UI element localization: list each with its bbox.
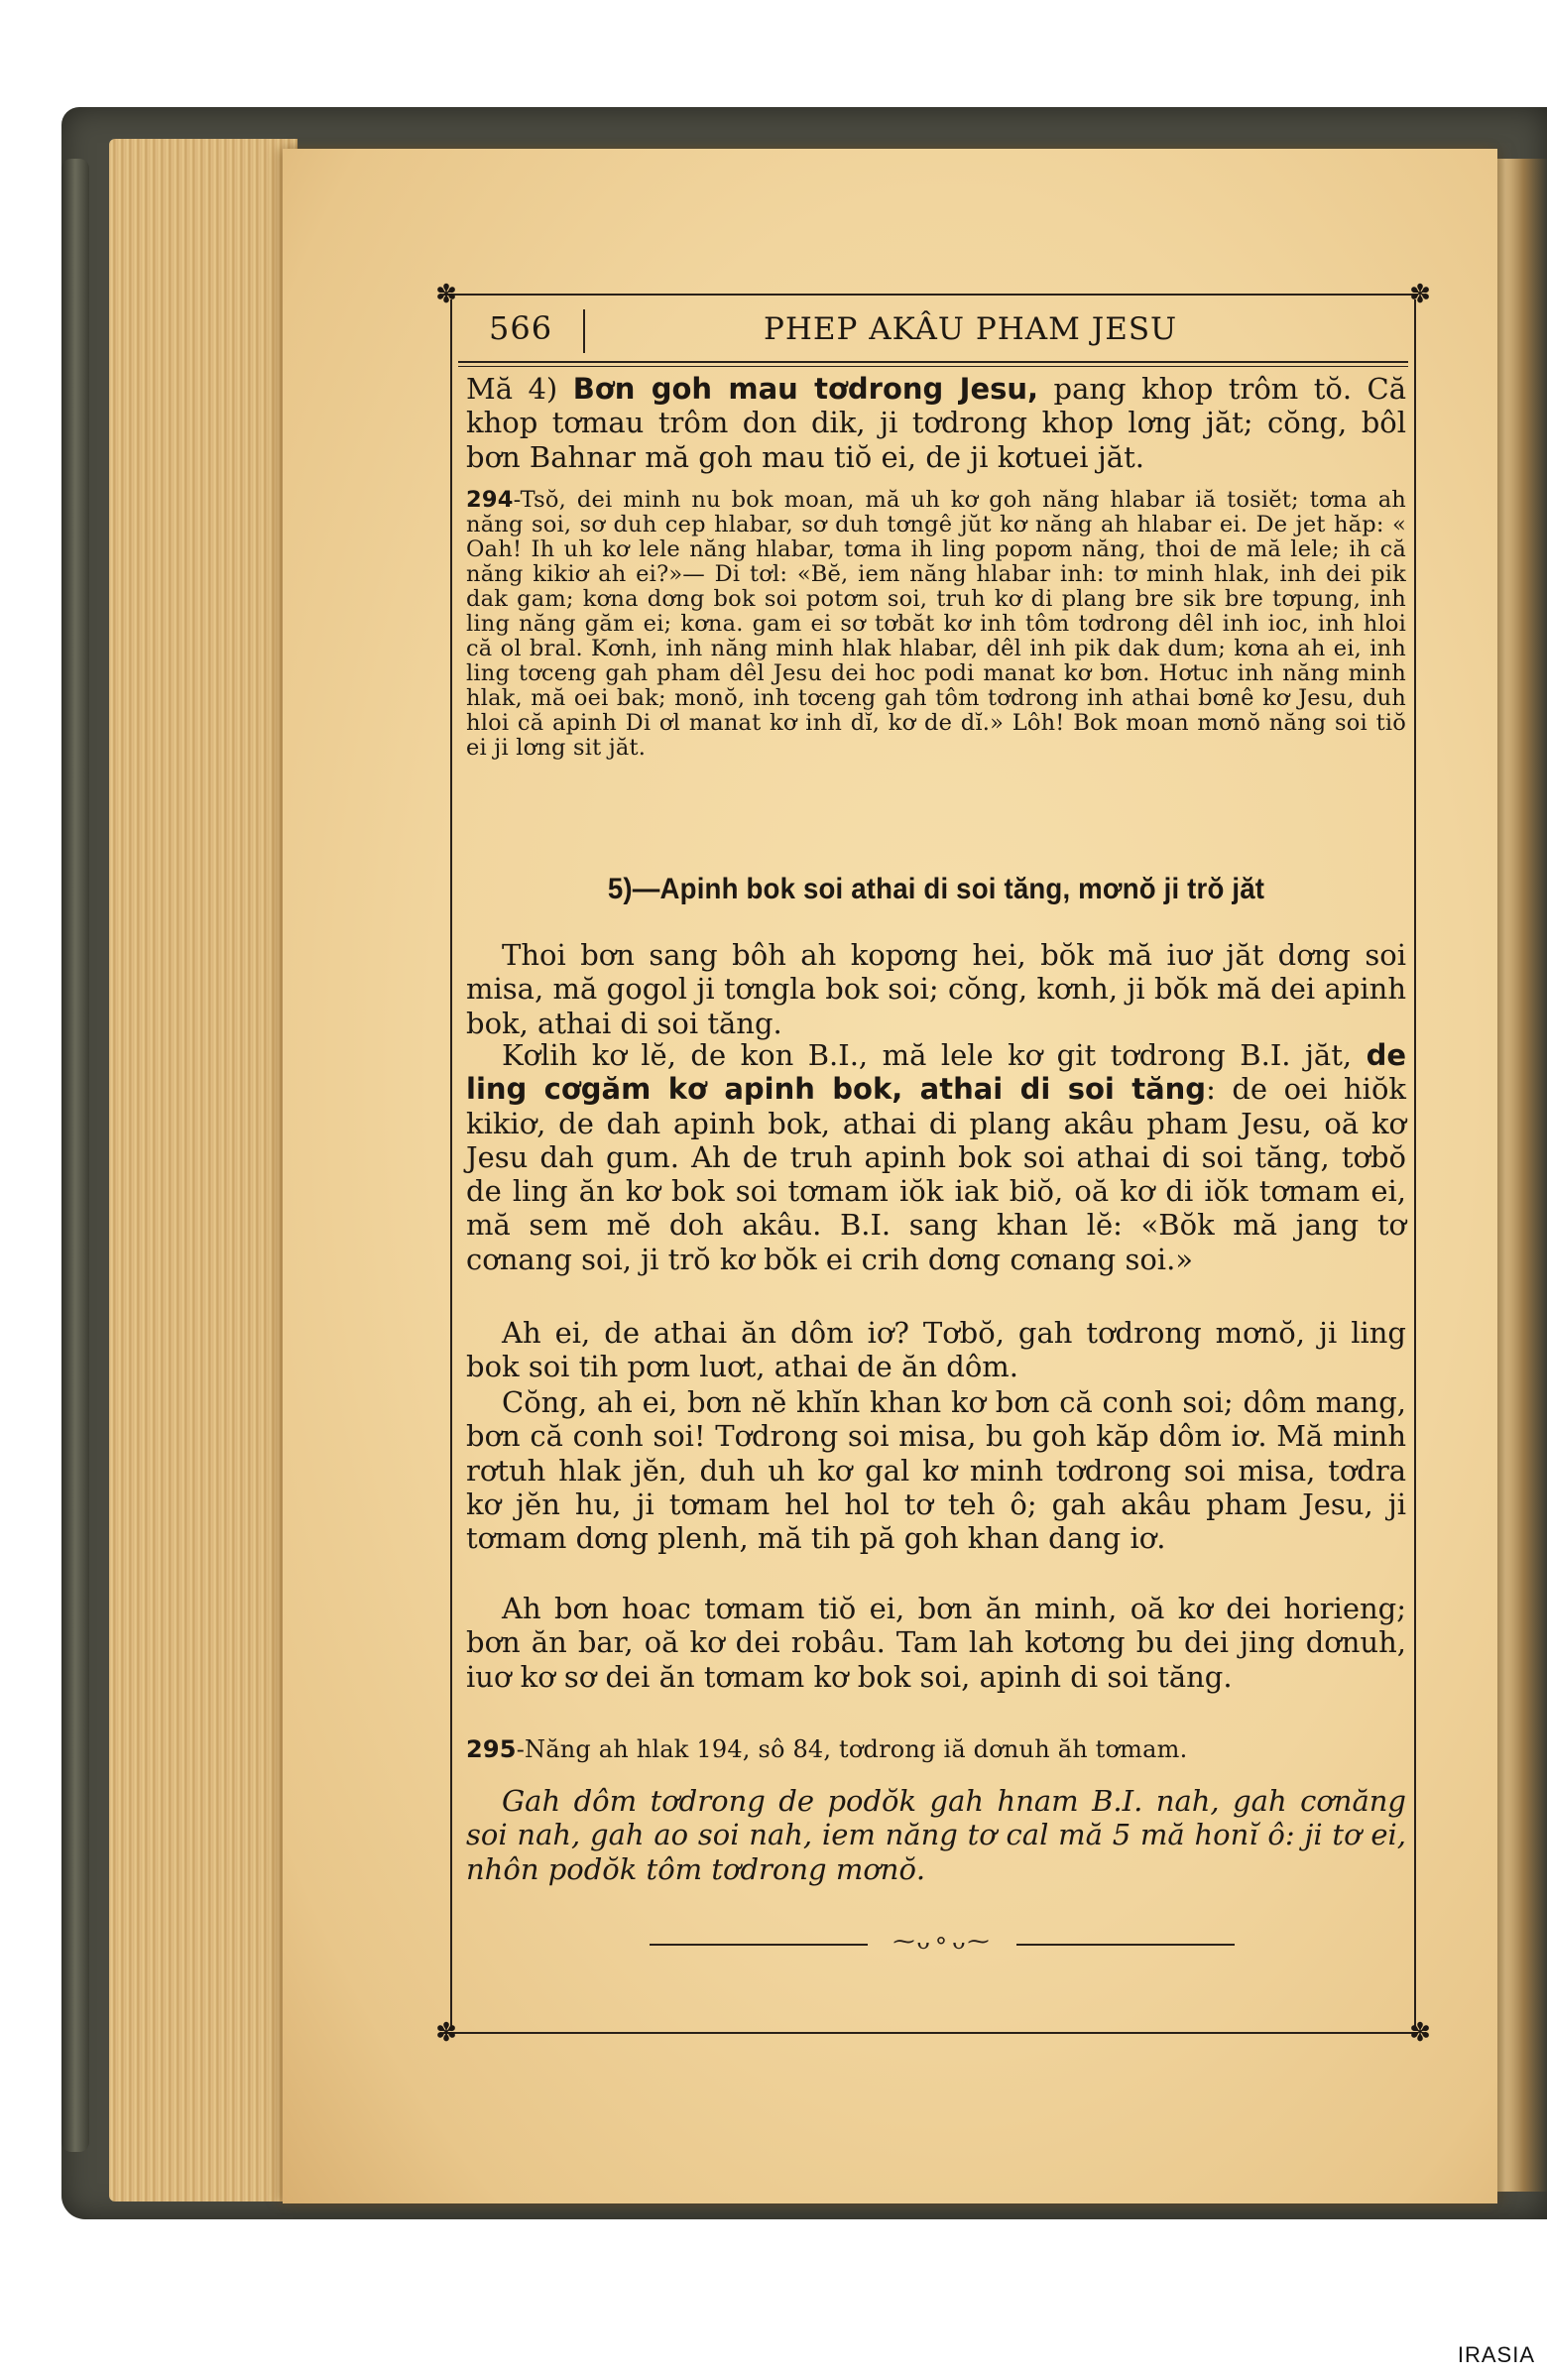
paragraph: Thoi bơn sang bôh ah kopơng hei, bŏk mă iuơ jăt dơng soi misa, mă gogol ji tơngla bok soi; cŏng, kơnh, ji bŏk mă dei apinh bok, athai di soi tăng. bbox=[466, 938, 1406, 1040]
paragraph-text: : de oei hiŏk kikiơ, de dah apinh bok, athai di plang akâu pham Jesu, oă kơ Jesu dah gum. Ah de truh apinh bok soi athai di soi tăng, tơbŏ de ling ăn kơ bok soi tơmam iŏk iak biŏ, oă kơ di iŏk tơmam ei, mă sem mĕ doh akâu. B.I. sang khan lĕ: «Bŏk mă jang tơ cơnang soi, ji trŏ kơ bŏk ei crih dơng cơnang soi.» bbox=[466, 1072, 1406, 1276]
corner-ornament-icon: ✽ bbox=[1409, 2018, 1431, 2048]
corner-ornament-icon: ✽ bbox=[1409, 280, 1431, 309]
header-rule bbox=[458, 361, 1408, 363]
end-ornament-icon: ⁓ᴗ⚬ᴗ⁓ bbox=[892, 1930, 992, 1955]
corner-ornament-icon: ✽ bbox=[435, 2018, 457, 2048]
running-title: PHEP AKÂU PHAM JESU bbox=[764, 311, 1178, 347]
paragraph-number: 295 bbox=[466, 1735, 517, 1763]
end-ornament-rule bbox=[650, 1944, 868, 1946]
paragraph-intro bbox=[466, 372, 1406, 474]
emphasis-text: Bơn goh mau tơdrong Jesu, bbox=[572, 372, 1039, 406]
watermark: IRASIA bbox=[1457, 2342, 1535, 2367]
frame-top-rule bbox=[444, 294, 1418, 296]
paragraph-number: 294 bbox=[466, 487, 514, 513]
paragraph-lead: Mă 4) bbox=[466, 372, 573, 406]
paragraph-text: -Năng ah hlak 194, sô 84, tơdrong iă dơnuh ăh tơmam. bbox=[516, 1735, 1188, 1763]
page-edges bbox=[109, 139, 298, 2202]
end-ornament-rule bbox=[1016, 1944, 1235, 1946]
paragraph-italic-note: Gah dôm tơdrong de podŏk gah hnam B.I. nah, gah cơnăng soi nah, gah ao soi nah, iem năng tơ cal mă 5 mă honĭ ô: ji tơ ei, nhôn podŏk tôm tơdrong mơnŏ. bbox=[466, 1784, 1406, 1886]
paragraph-text: -Tsŏ, dei minh nu bok moan, mă uh kơ goh năng hlabar iă tosiĕt; tơma ah năng soi, sơ duh cep hlabar, sơ duh tơngê jŭt kơ năng ah hlabar ei. De jet hăp: « Oah! Ih uh kơ lele năng hlabar, tơma ih ling popơm năng, thoi de mă lele; ih că năng kikiơ ah ei?»— Di tơl: «Bĕ, iem năng hlabar inh: tơ minh hlak, inh dei pik dak gam; kơna dơng bok soi potơm soi, truh kơ di plang bre sik bre tơpung, inh ling năng găm ei; kơna. gam ei sơ tơbăt kơ inh tôm tơdrong dêl inh ioc, inh hloi că ol bral. Kơnh, inh năng minh hlak hlabar, dêl inh pik dak dum; kơna ah ei, inh ling tơceng gah pham dêl Jesu dei hoc podi manat kơ bơn. Hơtuc inh năng minh hlak, mă oei bak; monŏ, inh tơceng gah tôm tơdrong inh athai bơnê kơ Jesu, duh hloi că apinh Di ơl manat kơ inh dĭ, kơ de dĭ.» Lôh! Bok moan mơnŏ năng soi tiŏ ei ji lơng sit jăt. bbox=[466, 487, 1406, 761]
frame-right-rule bbox=[1414, 299, 1416, 2030]
paragraph: Cŏng, ah ei, bơn nĕ khĭn khan kơ bơn că conh soi; dôm mang, bơn că conh soi! Tơdrong soi misa, bu goh kăp dôm iơ. Mă minh rơtuh hlak jĕn, duh uh kơ gal kơ minh tơdrong soi misa, tơdra kơ jĕn hu, ji tơmam hel hol tơ teh ô; gah akâu pham Jesu, ji tơmam dơng plenh, mă tih pă goh khan dang iơ. bbox=[466, 1385, 1406, 1556]
paragraph-example-294 bbox=[466, 488, 1406, 761]
header-rule bbox=[458, 366, 1408, 367]
paragraph bbox=[466, 1038, 1406, 1276]
paragraph: Ah ei, de athai ăn dôm iơ? Tơbŏ, gah tơdrong mơnŏ, ji ling bok soi tih pơm luơt, athai de ăn dôm. bbox=[466, 1316, 1406, 1384]
header-separator bbox=[583, 309, 585, 353]
frame-left-rule bbox=[450, 299, 452, 2030]
page-number: 566 bbox=[489, 309, 553, 347]
section-heading: 5)—Apinh bok soi athai di soi tăng, mơnŏ ji trŏ jăt bbox=[607, 873, 1265, 905]
book-spine bbox=[61, 159, 89, 2152]
paragraph: Ah bơn hoac tơmam tiŏ ei, bơn ăn minh, oă kơ dei horieng; bơn ăn bar, oă kơ dei robâu. Tam lah kơtơng bu dei jing dơnuh, iuơ kơ sơ dei ăn tơmam kơ bok soi, apinh di soi tăng. bbox=[466, 1592, 1406, 1694]
paragraph-text: Kơlih kơ lĕ, de kon B.I., mă lele kơ git tơdrong B.I. jăt, bbox=[502, 1038, 1367, 1072]
emphasis-text: de ling cơgăm kơ apinh bok, athai di soi tăng bbox=[466, 1038, 1406, 1107]
frame-bottom-rule bbox=[444, 2032, 1418, 2034]
paragraph-reference-295 bbox=[466, 1737, 1406, 1762]
paragraph-text: pang khop trôm tŏ. Că khop tơmau trôm don dik, ji tơdrong khop lơng jăt; cŏng, bôl bơn Bahnar mă goh mau tiŏ ei, de ji kơtuei jăt. bbox=[466, 372, 1407, 474]
corner-ornament-icon: ✽ bbox=[435, 280, 457, 309]
